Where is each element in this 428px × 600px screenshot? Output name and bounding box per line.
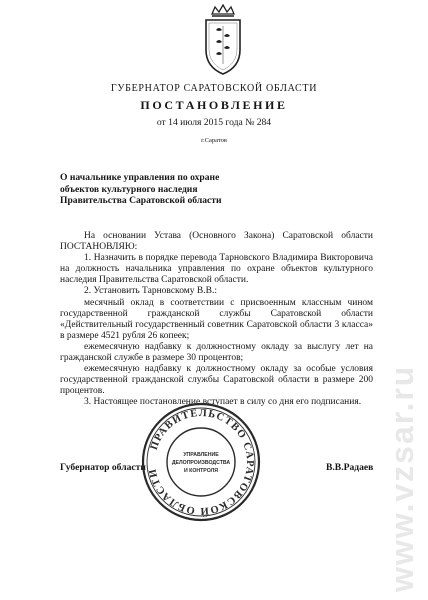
watermark-strip — [380, 240, 428, 600]
official-stamp — [139, 400, 263, 524]
document-type: ПОСТАНОВЛЕНИЕ — [140, 98, 288, 112]
body-paragraph-preamble: На основании Устава (Основного Закона) Саратовской области ПОСТАНОВЛЯЮ: — [60, 231, 373, 253]
title-line: объектов культурного наследия — [60, 183, 198, 195]
signature-position: Губернатор области — [60, 462, 146, 473]
stamp-center-line: И КОНТРОЛЯ — [184, 468, 218, 474]
title-line: О начальнике управления по охране — [60, 172, 220, 183]
saratov-coat-of-arms-icon — [198, 4, 248, 76]
stamp-center-line: УПРАВЛЕНИЕ — [183, 452, 219, 458]
body-paragraph-salary: месячный оклад в соответствии с присвоенным классным чином государственной гражданской службы Саратовской области «Действительный государственный советник Саратовской области 3 класса» в размере 4521 рубля 26 копеек; — [60, 297, 373, 341]
title-line: Правительства Саратовской области — [60, 195, 222, 207]
body-paragraph-salary-intro: 2. Установить Тарновскому В.В.: — [84, 286, 217, 297]
stamp-center-line: ДЕЛОПРОИЗВОДСТВА — [171, 460, 231, 466]
stamp-ring-text: ПРАВИТЕЛЬСТВО САРАТОВСКОЙ ОБЛАСТИ — [147, 407, 256, 517]
document-body — [60, 231, 373, 409]
issuing-authority: ГУБЕРНАТОР САРАТОВСКОЙ ОБЛАСТИ — [110, 83, 318, 94]
signature-name: В.В.Радаев — [326, 462, 374, 473]
body-paragraph-special-bonus: ежемесячную надбавку к должностному окладу за особые условия государственной гражданской службы Саратовской области в размере 200 процентов. — [60, 364, 373, 397]
document-city: г.Саратов — [201, 137, 227, 144]
document-date-number: от 14 июля 2015 года № 284 — [156, 117, 272, 128]
body-paragraph-appointment: 1. Назначить в порядке перевода Тарновского Владимира Викторовича на должность начальника управления по охране объектов культурного наследия Правительства Саратовской области. — [60, 253, 373, 286]
body-paragraph-effective: 3. Настоящее постановление вступает в силу со дня его подписания. — [84, 397, 362, 408]
document-title — [60, 172, 300, 207]
watermark-text: www.vzsar.ru — [384, 364, 420, 592]
body-paragraph-seniority-bonus: ежемесячную надбавку к должностному окладу за выслугу лет на гражданской службе в размере 30 процентов; — [60, 341, 373, 364]
